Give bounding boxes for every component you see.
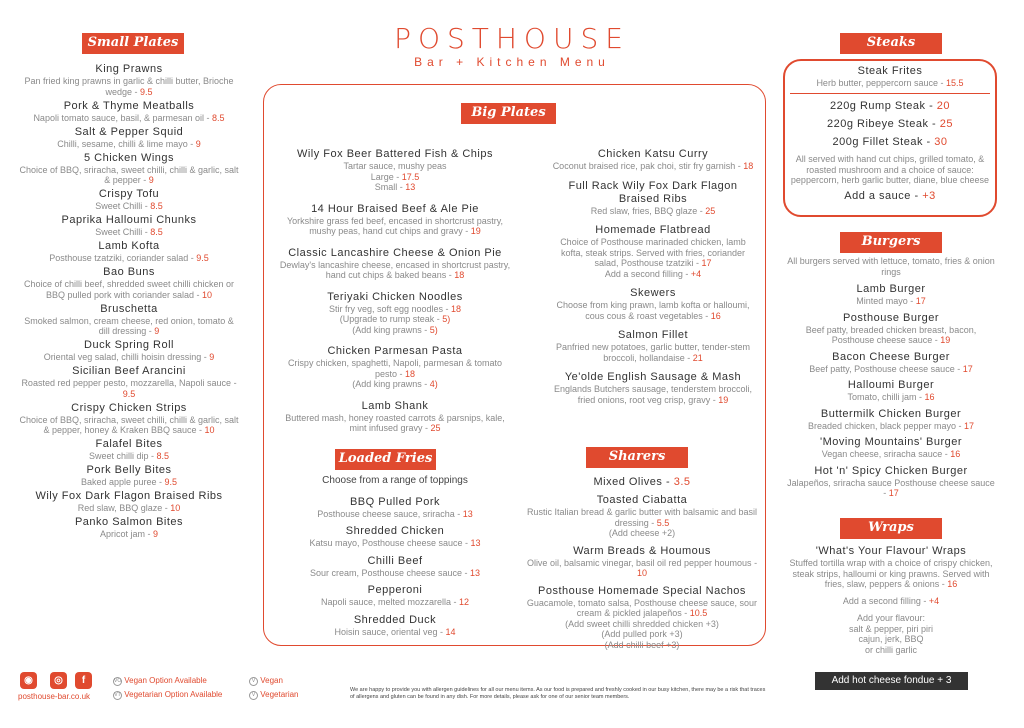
item-price: 18: [451, 303, 462, 314]
menu-item: [18, 266, 240, 300]
legend-vo-text: Vegan Option Available: [124, 676, 207, 685]
item-note: (Add pulled pork +3): [601, 629, 683, 639]
item-price: 13: [405, 182, 416, 192]
item-price: 8.5: [156, 451, 170, 461]
item-price: 20: [936, 100, 951, 112]
item-price: 25: [430, 423, 441, 433]
item-price: 9: [195, 138, 201, 149]
burgers-intro: All burgers served with lettuce, tomato, fries & onion rings: [787, 256, 995, 277]
item-name: Shredded Chicken: [345, 525, 445, 537]
item-price: 4): [429, 379, 438, 389]
restaurant-title: POSTHOUSE: [394, 22, 630, 55]
menu-item: [548, 329, 758, 363]
item-description: Breaded chicken, black pepper mayo - 17: [807, 420, 975, 431]
steak-item: 220g Ribeye Steak - 25: [827, 118, 953, 130]
item-name: Full Rack Wily Fox Dark Flagon Braised Ribs: [568, 179, 738, 205]
big-plates-heading: Big Plates: [461, 103, 556, 124]
allergen-notice: We are happy to provide you with allergen guidelines for all our menu items. As our food is prepared and freshly cooked in our busy kitchen, there may be a risk that traces of allergens and gluten can be found in any dish. For more details, please ask for one of our senior team members.: [350, 687, 766, 700]
loaded-fries-heading: Loaded Fries: [335, 449, 436, 470]
item-name: 'Moving Mountains' Burger: [819, 436, 963, 448]
menu-item: [18, 63, 240, 97]
flavour-option: salt & pepper, piri piri: [848, 623, 934, 634]
item-name: Teriyaki Chicken Noodles: [327, 290, 463, 303]
item-description: Choice of BBQ, sriracha, sweet chilli, chilli & garlic, salt & pepper, honey & Kraken BBQ sauce - 10: [19, 414, 239, 435]
legend-vt-text: Vegetarian: [260, 690, 299, 699]
item-name: Falafel Bites: [95, 438, 163, 450]
item-description: Beef patty, Posthouse cheese sauce - 17: [809, 363, 973, 374]
item-price: 10: [636, 568, 647, 578]
vegan-option-icon: VO: [114, 678, 122, 684]
menu-item: [786, 283, 996, 307]
instagram-icon[interactable]: ◎: [50, 672, 67, 689]
item-description: Choice of Posthouse marinaded chicken, lamb kofta, steak strips. Served with fries, coriander salad, Posthouse tzatziki - 17: [560, 237, 746, 268]
item-description: Oriental veg salad, chilli hoisin dressing - 9: [43, 352, 215, 362]
item-name: Halloumi Burger: [847, 379, 935, 391]
item-description: Red slaw, BBQ glaze - 10: [77, 503, 181, 513]
item-price: 10.5: [689, 608, 708, 618]
steaks-list: [790, 65, 990, 203]
menu-item: [276, 345, 514, 390]
add-sauce: Add a sauce - +3: [844, 189, 936, 202]
menu-item: [276, 525, 514, 549]
item-price: 16: [710, 310, 721, 321]
item-price: 25: [939, 118, 953, 130]
menu-item: [276, 148, 514, 193]
item-name: Shredded Duck: [353, 613, 437, 626]
item-description: Baked apple puree - 9.5: [80, 477, 178, 487]
item-description: Roasted red pepper pesto, mozzarella, Napoli sauce - 9.5: [21, 378, 237, 399]
item-description: Beef patty, breaded chicken breast, bacon, Posthouse cheese sauce - 19: [805, 324, 977, 345]
item-price: 13: [462, 508, 473, 519]
item-description: Tomato, chilli jam - 16: [847, 392, 935, 402]
flavour-heading: Add your flavour:: [856, 613, 926, 623]
item-name: Posthouse Homemade Special Nachos: [538, 584, 746, 597]
item-description: Choice of chilli beef, shredded sweet chilli chicken or BBQ pulled pork with coriander salad - 10: [23, 279, 235, 300]
menu-item: [522, 494, 762, 539]
item-description: Sweet Chilli - 8.5: [95, 201, 163, 211]
item-name: Chicken Parmesan Pasta: [327, 345, 463, 357]
item-name: Sicilian Beef Arancini: [72, 365, 186, 377]
item-price: 18: [743, 161, 754, 171]
menu-item: [18, 100, 240, 124]
steak-frites-name: Steak Frites: [857, 65, 923, 77]
legend-vegan: [246, 676, 283, 686]
item-price: 21: [692, 352, 703, 363]
menu-item: [276, 614, 514, 638]
menu-item: [548, 287, 758, 321]
website-link[interactable]: posthouse-bar.co.uk: [18, 692, 91, 701]
item-description: Small - 13: [374, 182, 416, 192]
item-description: Stuffed tortilla wrap with a choice of crispy chicken, steak strips, halloumi or king prawns. Served with fries, slaw, peppers & onions - 16: [789, 558, 993, 589]
item-name: Bruschetta: [100, 302, 158, 315]
vegetarian-option-icon: VT: [114, 692, 121, 698]
item-name: Panko Salmon Bites: [74, 516, 184, 528]
sharers-list: [522, 476, 762, 656]
item-price: 5): [429, 324, 438, 335]
item-price: 17: [701, 258, 712, 268]
vegan-icon: V: [249, 677, 258, 686]
legend-vto-text: Vegetarian Option Available: [124, 690, 223, 699]
steak-item: 220g Rump Steak - 20: [829, 100, 951, 112]
item-description: Rustic Italian bread & garlic butter with balsamic and basil dressing - 5.5: [526, 507, 758, 528]
item-price: 5): [442, 314, 451, 324]
wraps-list: [788, 545, 994, 655]
item-price: 9: [153, 529, 159, 539]
item-price: 9.5: [140, 86, 153, 97]
item-price: 30: [934, 136, 948, 148]
item-description: Herb butter, peppercorn sauce - 15.5: [816, 78, 964, 88]
wraps-heading: Wraps: [840, 518, 942, 539]
item-name: Lamb Shank: [361, 399, 429, 412]
item-price: +3: [922, 189, 936, 202]
item-description: (Add king prawns - 5): [352, 324, 438, 335]
item-name: Lamb Burger: [856, 283, 926, 295]
item-description: Dewlay's lancashire cheese, encased in shortcrust pastry, hand cut chips & baked beans - 18: [279, 259, 511, 280]
item-price: 9: [154, 326, 160, 336]
item-price: 18: [405, 368, 416, 379]
item-description: Olive oil, balsamic vinegar, basil oil red pepper houmous - 10: [526, 557, 758, 578]
legend-vegetarian: [246, 690, 299, 700]
menu-item: [18, 365, 240, 399]
cheese-fondue-banner: [815, 672, 968, 690]
item-price: 18: [454, 270, 465, 280]
menu-item: [276, 400, 514, 434]
menu-item: [548, 180, 758, 217]
item-price: 8.5: [212, 112, 225, 123]
item-description: Large - 17.5: [370, 171, 420, 182]
big-plates-right: [548, 148, 758, 413]
small-plates-list: [18, 63, 240, 542]
item-name: Chicken Katsu Curry: [597, 148, 709, 160]
menu-item: [276, 247, 514, 281]
item-name: 5 Chicken Wings: [83, 151, 175, 164]
flavour-option: cajun, jerk, BBQ: [858, 634, 924, 644]
menu-item: [548, 148, 758, 172]
item-description: Stir fry veg, soft egg noodles - 18: [328, 303, 462, 314]
item-description: Posthouse cheese sauce, sriracha - 13: [317, 508, 473, 519]
item-description: Jalapeños, sriracha sauce Posthouse cheese sauce - 17: [787, 477, 995, 498]
big-plates-left: [276, 148, 514, 444]
menu-item: [18, 464, 240, 488]
item-price: 16: [950, 449, 961, 459]
item-description: (Add king prawns - 4): [352, 379, 438, 389]
menu-item: [18, 303, 240, 337]
item-price: +4: [928, 595, 940, 606]
menu-item: [276, 584, 514, 608]
item-price: 9.5: [196, 253, 209, 263]
menu-subtitle: Bar + Kitchen Menu: [414, 55, 610, 69]
item-description: Katsu mayo, Posthouse cheese sauce - 13: [309, 538, 481, 548]
steaks-heading: Steaks: [840, 33, 942, 54]
facebook-icon[interactable]: f: [75, 672, 92, 689]
item-name: Pepperoni: [367, 584, 423, 596]
menu-item: [18, 240, 240, 264]
item-price: 17: [888, 488, 899, 498]
item-note: (Add chilli beef +3): [604, 639, 680, 650]
item-description: Tartar sauce, mushy peas: [343, 161, 447, 171]
item-description: Hoisin sauce, oriental veg - 14: [334, 626, 456, 637]
item-name: Toasted Ciabatta: [596, 494, 688, 506]
item-name: Salt & Pepper Squid: [74, 125, 184, 138]
item-price: 19: [718, 394, 729, 405]
item-price: 15.5: [946, 78, 964, 88]
menu-item: [522, 476, 762, 489]
item-price: 9: [148, 175, 154, 185]
menu-item: [522, 545, 762, 579]
item-description: Pan fried king prawns in garlic & chilli butter, Brioche wedge - 9.5: [24, 76, 234, 97]
menu-item: [786, 312, 996, 346]
item-description: Sweet Chilli - 8.5: [95, 227, 163, 237]
item-price: 5.5: [656, 517, 670, 528]
menu-item: [276, 555, 514, 579]
menu-item: [18, 516, 240, 540]
item-price: 17: [915, 296, 926, 306]
item-name: Homemade Flatbread: [595, 224, 711, 236]
item-name: Buttermilk Chicken Burger: [820, 407, 962, 420]
item-name: Bacon Cheese Burger: [832, 350, 950, 363]
steak-item: 200g Fillet Steak - 30: [832, 136, 948, 148]
burgers-heading: Burgers: [840, 232, 942, 253]
item-name: Salmon Fillet: [617, 329, 689, 341]
burgers-list: [786, 256, 996, 504]
flavour-option: or chilli garlic: [864, 644, 917, 655]
vegetarian-icon: V: [249, 691, 258, 700]
item-description: Add a second filling - +4: [604, 268, 702, 279]
item-price: 13: [470, 538, 481, 548]
item-description: Red slaw, fries, BBQ glaze - 25: [590, 205, 716, 216]
item-price: 10: [202, 289, 213, 300]
item-description: Yorkshire grass fed beef, encased in shortcrust pastry, mushy peas, hand cut chips and gravy - 19: [286, 215, 504, 236]
menu-item: [276, 291, 514, 336]
legend-vegetarian-option: [110, 690, 222, 700]
item-price: 17: [962, 363, 973, 374]
item-name: Classic Lancashire Cheese & Onion Pie: [288, 246, 502, 259]
item-price: 25: [705, 205, 716, 216]
item-name: 14 Hour Braised Beef & Ale Pie: [311, 202, 479, 215]
item-name: Crispy Chicken Strips: [71, 401, 187, 414]
item-description: Panfried new potatoes, garlic butter, tender-stem broccoli, hollandaise - 21: [555, 342, 751, 363]
item-name: Duck Spring Roll: [84, 339, 174, 351]
menu-item: [18, 126, 240, 150]
menu-item: [786, 351, 996, 375]
item-name: Mixed Olives - 3.5: [593, 476, 691, 488]
item-price: 9: [209, 352, 215, 362]
item-price: 9.5: [122, 388, 136, 399]
item-name: Chilli Beef: [367, 554, 423, 567]
item-name: Wily Fox Dark Flagon Braised Ribs: [35, 490, 223, 502]
item-price: 13: [470, 567, 481, 578]
menu-item: [18, 490, 240, 514]
menu-item: [18, 438, 240, 462]
item-name: Wily Fox Beer Battered Fish & Chips: [296, 148, 493, 160]
item-price: 8.5: [150, 201, 163, 211]
fondue-label: Add hot cheese fondue: [831, 675, 935, 686]
item-name: Bao Buns: [103, 266, 155, 278]
menu-item: [18, 214, 240, 238]
steaks-divider: [790, 93, 990, 95]
item-name: Pork Belly Bites: [86, 464, 172, 476]
legend-vegan-option: [110, 676, 207, 686]
menu-item: [18, 339, 240, 363]
item-note: (Add cheese +2): [608, 528, 676, 538]
loaded-intro: Choose from a range of toppings: [322, 475, 468, 486]
item-description: Englands Butchers sausage, tenderstem broccoli, fried onions, root veg crisp, gravy - 19: [553, 384, 753, 405]
item-description: Posthouse tzatziki, coriander salad - 9.5: [49, 253, 209, 263]
item-description: Apricot jam - 9: [99, 529, 159, 539]
item-price: 14: [445, 626, 456, 637]
item-price: 19: [470, 226, 481, 236]
item-name: Ye'olde English Sausage & Mash: [564, 371, 742, 383]
menu-item: [522, 585, 762, 651]
menu-item: [786, 408, 996, 432]
menu-item: [276, 203, 514, 237]
item-description: (Upgrade to rump steak - 5): [339, 314, 451, 324]
item-price: 3.5: [673, 476, 691, 488]
item-description: Napoli tomato sauce, basil, & parmesan oil - 8.5: [33, 112, 225, 123]
small-plates-heading: Small Plates: [82, 33, 184, 54]
item-price: 12: [459, 597, 470, 607]
item-description: Guacamole, tomato salsa, Posthouse cheese sauce, sour cream & pickled jalapeños - 10.5: [526, 597, 758, 618]
item-price: 16: [947, 579, 958, 589]
fondue-price: + 3: [937, 675, 952, 686]
item-price: 16: [924, 392, 935, 402]
item-description: Sour cream, Posthouse cheese sauce - 13: [309, 567, 481, 578]
item-note: (Add sweet chilli shredded chicken +3): [565, 618, 719, 629]
sharers-heading: Sharers: [586, 447, 688, 468]
item-name: Skewers: [630, 287, 676, 299]
menu-item: [548, 224, 758, 279]
item-description: Add a second filling - +4: [842, 595, 940, 606]
item-description: Minted mayo - 17: [856, 296, 926, 306]
menu-item: [18, 152, 240, 186]
item-name: Paprika Halloumi Chunks: [61, 214, 197, 226]
item-name: King Prawns: [95, 63, 163, 75]
menu-item: [18, 402, 240, 436]
item-name: Warm Breads & Houmous: [573, 544, 711, 557]
item-name: Crispy Tofu: [98, 188, 160, 200]
item-name: Pork & Thyme Meatballs: [63, 99, 195, 112]
menu-item: [786, 465, 996, 499]
item-price: 10: [204, 425, 215, 435]
item-name: Posthouse Burger: [842, 311, 940, 324]
menu-item: [276, 496, 514, 520]
item-name: Lamb Kofta: [98, 240, 160, 252]
item-description: Chilli, sesame, chilli & lime mayo - 9: [57, 138, 201, 149]
item-description: Choose from king prawn, lamb kofta or halloumi, cous cous & roast vegetables - 16: [556, 300, 750, 321]
item-description: Napoli sauce, melted mozzarella - 12: [320, 597, 470, 607]
item-description: Sweet chilli dip - 8.5: [88, 451, 170, 461]
menu-item: [18, 188, 240, 212]
item-description: Buttered mash, honey roasted carrots & parsnips, kale, mint infused gravy - 25: [285, 412, 505, 433]
menu-item: [786, 379, 996, 403]
item-price: 17.5: [401, 171, 420, 182]
item-name: Hot 'n' Spicy Chicken Burger: [814, 464, 968, 477]
loaded-fries-list: [276, 476, 514, 643]
item-description: Smoked salmon, cream cheese, red onion, tomato & dill dressing - 9: [24, 315, 234, 336]
menu-item: [548, 371, 758, 405]
menu-item: [786, 436, 996, 460]
item-price: 9.5: [164, 477, 178, 487]
item-name: BBQ Pulled Pork: [349, 495, 441, 508]
item-price: 17: [964, 420, 975, 431]
item-price: +4: [690, 268, 702, 279]
legend-v-text: Vegan: [260, 676, 283, 685]
item-description: Choice of BBQ, sriracha, sweet chilli, chilli & garlic, salt & pepper - 9: [19, 164, 239, 185]
steak-sides: All served with hand cut chips, grilled tomato, & roasted mushroom and a choice of sauce: peppercorn, herb garlic butter, diane, blue cheese: [790, 154, 990, 185]
item-description: Coconut braised rice, pak choi, stir fry garnish - 18: [552, 161, 754, 171]
item-price: 10: [170, 503, 181, 513]
item-price: 19: [940, 335, 951, 345]
item-description: Vegan cheese, sriracha sauce - 16: [821, 449, 961, 459]
item-description: Crispy chicken, spaghetti, Napoli, parmesan & tomato pesto - 18: [287, 358, 503, 379]
wrap-name: 'What's Your Flavour' Wraps: [815, 545, 967, 557]
item-price: 8.5: [150, 227, 163, 237]
tripadvisor-icon[interactable]: ◉: [20, 672, 37, 689]
